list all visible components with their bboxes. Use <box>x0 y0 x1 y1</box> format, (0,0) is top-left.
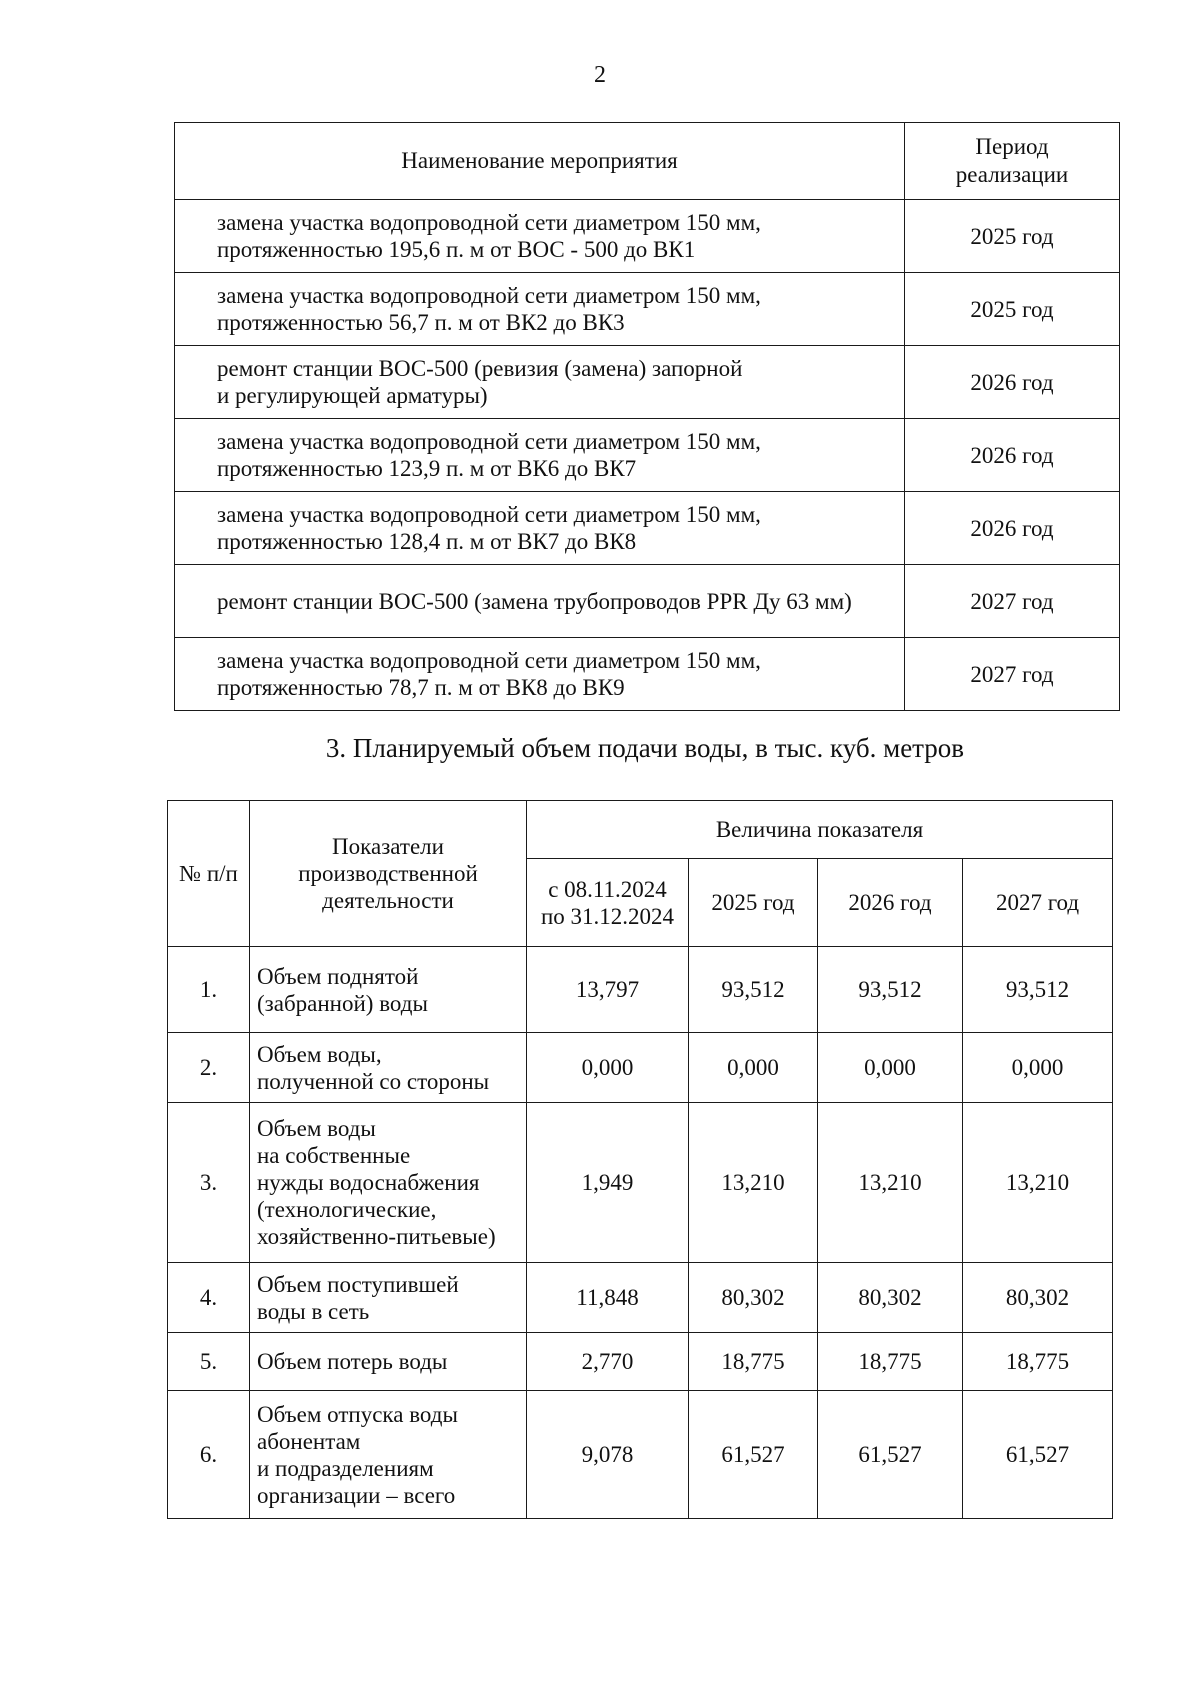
volume-row-label-line: (технологические, <box>257 1197 437 1222</box>
activity-row <box>175 346 1120 419</box>
volume-row-num: 5. <box>168 1333 250 1391</box>
volume-value-cell: 61,527 <box>818 1391 963 1519</box>
volume-row-label-line: на собственные <box>257 1143 411 1168</box>
volume-value-cell: 61,527 <box>689 1391 818 1519</box>
volume-row-num: 3. <box>168 1103 250 1263</box>
volume-value-cell: 18,775 <box>963 1333 1113 1391</box>
volume-value-cell: 61,527 <box>963 1391 1113 1519</box>
volume-row-label-line: абонентам <box>257 1428 361 1454</box>
activity-row <box>175 492 1120 565</box>
section-title: 3. Планируемый объем подачи воды, в тыс. куб. метров <box>325 733 965 763</box>
activities-header-period-line1: Период <box>975 134 1049 159</box>
volume-header-indicators-line2: производственной <box>298 861 478 886</box>
activity-name-line1: замена участка водопроводной сети диаметром 150 мм, <box>217 502 761 527</box>
activity-name <box>175 638 905 711</box>
volume-value-cell: 13,210 <box>689 1103 818 1263</box>
activity-period: 2025 год <box>905 273 1120 346</box>
activity-name <box>175 419 905 492</box>
volume-value-cell: 80,302 <box>963 1263 1113 1333</box>
activity-name-line1: замена участка водопроводной сети диаметром 150 мм, <box>217 210 761 235</box>
activity-name-line2: протяженностью 128,4 п. м от ВК7 до ВК8 <box>217 529 637 554</box>
activity-period: 2026 год <box>905 492 1120 565</box>
activities-table <box>174 122 1120 711</box>
volume-value-cell: 0,000 <box>818 1033 963 1103</box>
activities-table-body <box>175 200 1120 711</box>
volume-value-cell: 13,797 <box>527 947 689 1033</box>
activity-name-line1: ремонт станции ВОС-500 (ревизия (замена) запорной <box>217 356 743 381</box>
activity-name-line2: и регулирующей арматуры) <box>217 383 488 408</box>
volume-row-num: 1. <box>168 947 250 1033</box>
activities-header-name: Наименование мероприятия <box>175 123 905 200</box>
volume-value-cell: 0,000 <box>689 1033 818 1103</box>
activity-name <box>175 346 905 419</box>
activity-period: 2026 год <box>905 419 1120 492</box>
activity-period: 2025 год <box>905 200 1120 273</box>
activity-row <box>175 419 1120 492</box>
volume-row-label-line: Объем воды, <box>257 1041 382 1067</box>
volume-row-label <box>250 1103 527 1263</box>
activity-name <box>175 492 905 565</box>
volume-table <box>167 800 1113 1519</box>
volume-row-label-line: Объем поднятой <box>257 963 419 989</box>
volume-row-label-line: Объем потерь воды <box>257 1349 448 1374</box>
activity-name <box>175 200 905 273</box>
activity-name-line2: протяженностью 56,7 п. м от ВК2 до ВК3 <box>217 310 625 335</box>
volume-row <box>168 1391 1113 1519</box>
volume-row-label <box>250 947 527 1033</box>
activity-name-line1: ремонт станции ВОС-500 (замена трубопроводов PPR Ду 63 мм) <box>217 588 852 614</box>
activity-name-line1: замена участка водопроводной сети диаметром 150 мм, <box>217 429 761 454</box>
activity-name <box>175 273 905 346</box>
volume-row <box>168 1333 1113 1391</box>
activity-name-line1: замена участка водопроводной сети диаметром 150 мм, <box>217 283 761 308</box>
activity-row <box>175 273 1120 346</box>
volume-table-body <box>168 947 1113 1519</box>
volume-value-cell: 18,775 <box>689 1333 818 1391</box>
volume-row-label-line: хозяйственно-питьевые) <box>257 1224 496 1249</box>
activity-period: 2027 год <box>905 638 1120 711</box>
volume-header-period1-line2: по 31.12.2024 <box>540 903 675 929</box>
activities-header-period-line2: реализации <box>955 162 1069 187</box>
activity-name-line1: замена участка водопроводной сети диаметром 150 мм, <box>217 648 761 673</box>
volume-header-period1-line1: с 08.11.2024 <box>548 876 667 902</box>
activities-header-row <box>175 123 1120 200</box>
volume-header-period1 <box>527 859 689 947</box>
volume-value-cell: 2,770 <box>527 1333 689 1391</box>
activity-period: 2026 год <box>905 346 1120 419</box>
activity-name-line2: протяженностью 123,9 п. м от ВК6 до ВК7 <box>217 456 637 481</box>
volume-row-label-line: Объем поступившей <box>257 1271 459 1297</box>
volume-row-label-line: нужды водоснабжения <box>257 1170 480 1195</box>
activity-period: 2027 год <box>905 565 1120 638</box>
volume-value-cell: 80,302 <box>689 1263 818 1333</box>
volume-row-label-line: воды в сеть <box>257 1298 370 1324</box>
volume-row-label <box>250 1033 527 1103</box>
volume-value-cell: 1,949 <box>527 1103 689 1263</box>
activity-row <box>175 200 1120 273</box>
volume-row-label-line: Объем воды <box>257 1116 376 1141</box>
volume-header-period2: 2025 год <box>689 859 818 947</box>
activity-row <box>175 565 1120 638</box>
volume-row-num: 2. <box>168 1033 250 1103</box>
volume-value-cell: 93,512 <box>963 947 1113 1033</box>
volume-header-indicators-line3: деятельности <box>322 888 454 913</box>
volume-row <box>168 1263 1113 1333</box>
volume-header-period4: 2027 год <box>963 859 1113 947</box>
volume-row-label-line: организации – всего <box>257 1482 456 1508</box>
volume-value-cell: 13,210 <box>963 1103 1113 1263</box>
volume-value-cell: 0,000 <box>963 1033 1113 1103</box>
volume-header-group: Величина показателя <box>527 801 1113 859</box>
volume-header-indicators <box>250 801 527 947</box>
volume-row-label-line: полученной со стороны <box>257 1068 490 1094</box>
volume-row <box>168 1033 1113 1103</box>
volume-row-label-line: и подразделениям <box>257 1455 434 1481</box>
page-number: 2 <box>594 62 606 88</box>
volume-row <box>168 1103 1113 1263</box>
volume-value-cell: 18,775 <box>818 1333 963 1391</box>
volume-row <box>168 947 1113 1033</box>
volume-row-label-line: Объем отпуска воды <box>257 1401 458 1427</box>
volume-value-cell: 93,512 <box>689 947 818 1033</box>
volume-value-cell: 11,848 <box>527 1263 689 1333</box>
activity-name-line2: протяженностью 78,7 п. м от ВК8 до ВК9 <box>217 675 625 700</box>
activities-header-period <box>905 123 1120 200</box>
volume-value-cell: 80,302 <box>818 1263 963 1333</box>
volume-value-cell: 13,210 <box>818 1103 963 1263</box>
volume-row-label <box>250 1263 527 1333</box>
volume-row-num: 4. <box>168 1263 250 1333</box>
volume-row-label <box>250 1391 527 1519</box>
volume-row-num: 6. <box>168 1391 250 1519</box>
activity-row <box>175 638 1120 711</box>
activity-name <box>175 565 905 638</box>
volume-value-cell: 0,000 <box>527 1033 689 1103</box>
volume-value-cell: 9,078 <box>527 1391 689 1519</box>
volume-header-period3: 2026 год <box>818 859 963 947</box>
volume-value-cell: 93,512 <box>818 947 963 1033</box>
volume-row-label-line: (забранной) воды <box>257 990 428 1016</box>
activity-name-line2: протяженностью 195,6 п. м от ВОС - 500 до ВК1 <box>217 237 696 262</box>
volume-header-row-1 <box>168 801 1113 859</box>
volume-header-num: № п/п <box>168 801 250 947</box>
volume-header-indicators-line1: Показатели <box>332 834 444 859</box>
volume-row-label <box>250 1333 527 1391</box>
